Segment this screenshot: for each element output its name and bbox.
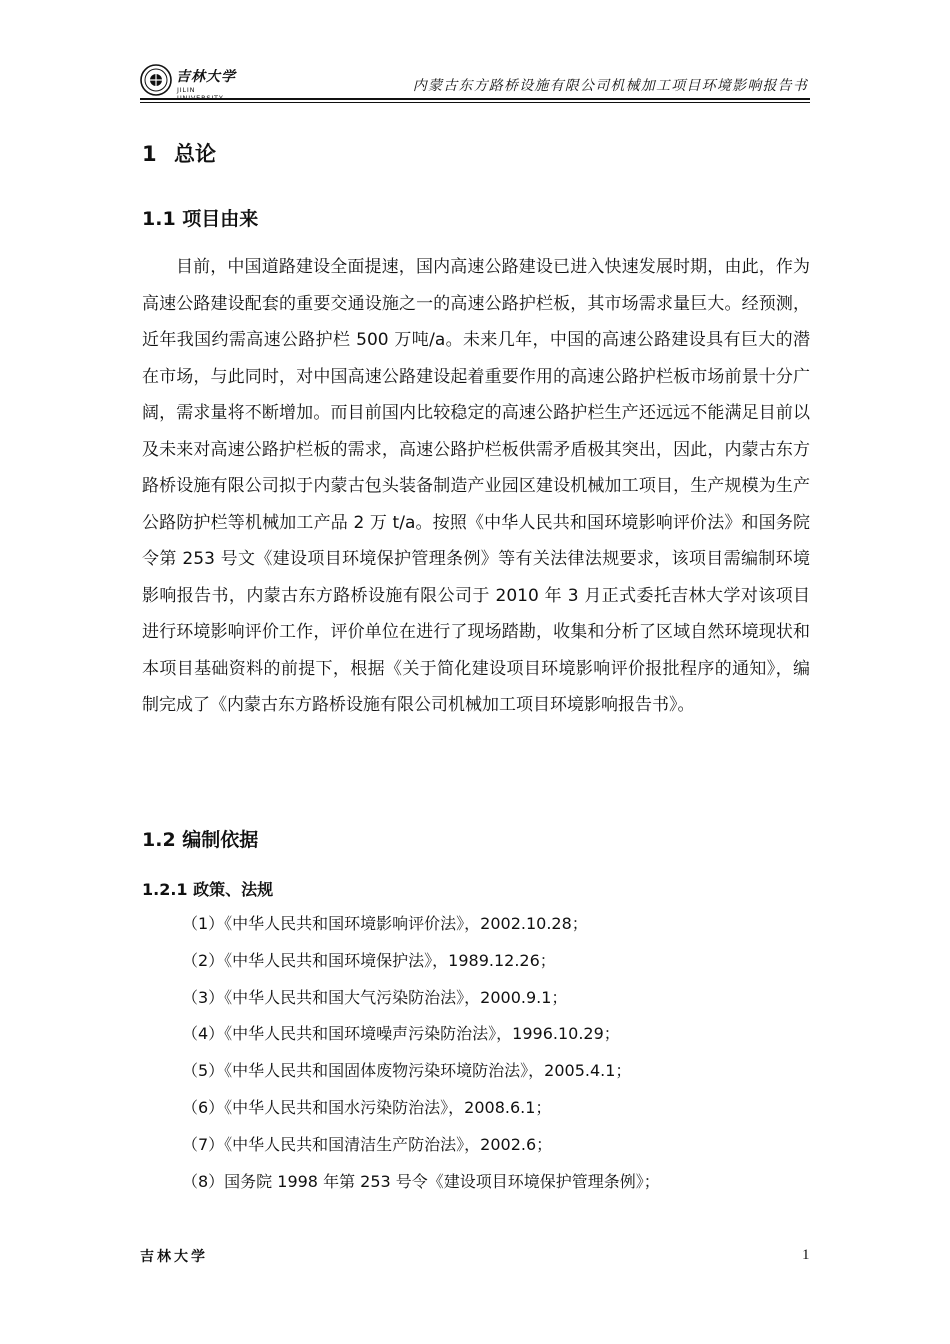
header-rule-thin: [140, 102, 810, 103]
section-1-1-heading: 1.1 项目由来: [142, 208, 259, 230]
logo-chinese-name: 吉林大学: [176, 69, 236, 85]
list-item: （4）《中华人民共和国环境噪声污染防治法》，1996.10.29；: [182, 1024, 620, 1044]
chapter-number: 1: [142, 142, 157, 166]
university-logo: [140, 64, 236, 98]
header-title: 内蒙古东方路桥设施有限公司机械加工项目环境影响报告书: [412, 78, 808, 94]
list-item: （2）《中华人民共和国环境保护法》，1989.12.26；: [182, 950, 556, 970]
section-1-2-heading: 1.2 编制依据: [142, 829, 259, 851]
logo-english-name: JILIN: [177, 86, 196, 94]
university-seal-icon: [140, 64, 172, 96]
chapter-title: 总论: [174, 142, 216, 166]
footer-university-name: 吉林大学: [140, 1249, 208, 1265]
list-item: （6）《中华人民共和国水污染防治法》，2008.6.1；: [182, 1097, 552, 1117]
list-item: （1）《中华人民共和国环境影响评价法》，2002.10.28；: [182, 914, 588, 933]
list-item: （5）《中华人民共和国固体废物污染环境防治法》，2005.4.1；: [182, 1061, 632, 1081]
chapter-heading: [142, 138, 216, 168]
regulations-list: [142, 906, 810, 1200]
section-1-1-paragraph: 目前，中国道路建设全面提速，国内高速公路建设已进入快速发展时期，由此，作为高速公路建设配套的重要交通设施之一的高速公路护栏板，其市场需求量巨大。经预测，近年我国约需高速公路护栏 500 万吨/a。未来几年，中国的高速公路建设具有巨大的潜在市场，与此同时，对中国高速公路建设起着重要作用的高速公路护栏板市场前景十分广阔，需求量将不断增加。而目前国内比较稳定的高速公路护栏生产还远远不能满足目前以及未来对高速公路护栏板的需求，高速公路护栏板供需矛盾极其突出，因此，内蒙古东方路桥设施有限公司拟于内蒙古包头装备制造产业园区建设机械加工项目，生产规模为生产公路防护栏等机械加工产品 2 万 t/a。按照《中华人民共和国环境影响评价法》和国务院令第 253 号文《建设项目环境保护管理条例》等有关法律法规要求，该项目需编制环境影响报告书，内蒙古东方路桥设施有限公司于 2010 年 3 月正式委托吉林大学对该项目进行环境影响评价工作，评价单位在进行了现场踏勘，收集和分析了区域自然环境现状和本项目基础资料的前提下，根据《关于简化建设项目环境影响评价报批程序的通知》，编制完成了《内蒙古东方路桥设施有限公司机械加工项目环境影响报告书》。: [142, 257, 810, 715]
header-rule: [140, 98, 810, 100]
list-item: （8）国务院 1998 年第 253 号令《建设项目环境保护管理条例》；: [182, 1171, 660, 1191]
list-item: （3）《中华人民共和国大气污染防治法》，2000.9.1；: [182, 987, 568, 1007]
list-item: （7）《中华人民共和国清洁生产防治法》，2002.6；: [182, 1134, 553, 1154]
page-header: [140, 64, 810, 100]
page-number: 1: [802, 1247, 810, 1263]
section-1-2-1-heading: 1.2.1 政策、法规: [142, 880, 274, 899]
